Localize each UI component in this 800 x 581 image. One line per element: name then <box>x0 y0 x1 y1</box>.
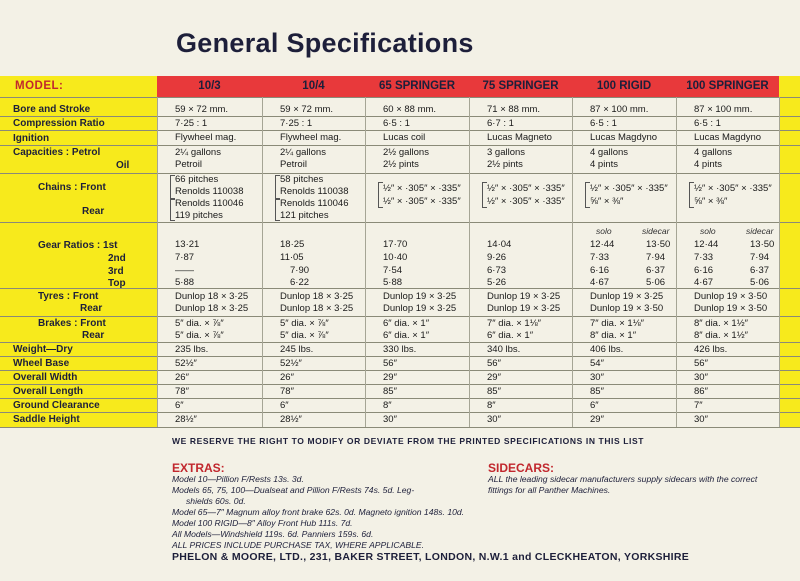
cell-2-brake-rear: 5″ dia. × ⅞″ <box>280 330 329 341</box>
cell-2-brake-front: 5″ dia. × ⅞″ <box>280 318 329 329</box>
cell-5-oil: 4 pints <box>590 159 618 170</box>
cell-3-width: 29″ <box>383 372 397 383</box>
cell-3-tyre-rear: Dunlop 19 × 3·25 <box>383 303 457 314</box>
cell-2-chain-3: Renolds 110046 <box>280 198 349 209</box>
cell-3-tyre-front: Dunlop 19 × 3·25 <box>383 291 457 302</box>
cell-1-chain-2: Renolds 110038 <box>175 186 244 197</box>
cell-5-width: 30″ <box>590 372 604 383</box>
extras-line-2: Models 65, 75, 100—Dualseat and Pillion F/Rests 74s. 5d. Leg- <box>172 485 415 495</box>
cell-4-tyre-front: Dunlop 19 × 3·25 <box>487 291 561 302</box>
label-tyres: Tyres : Front <box>38 291 99 302</box>
col-rule-3 <box>365 97 366 427</box>
cell-1-wheelbase: 52½″ <box>175 358 197 369</box>
label-g2: 2nd <box>108 253 126 264</box>
cell-6-saddle: 30″ <box>694 414 708 425</box>
label-saddle: Saddle Height <box>13 414 80 425</box>
cell-1-g4: 5·88 <box>175 277 195 288</box>
cell-2-clearance: 6″ <box>280 400 289 411</box>
model-header-6: 100 SPRINGER <box>686 80 769 92</box>
extras-line-3: shields 60s. 0d. <box>186 496 246 506</box>
cell-6-g1s: 13·50 <box>750 239 775 250</box>
cell-5-clearance: 6″ <box>590 400 599 411</box>
cell-2-length: 78″ <box>280 386 294 397</box>
label-g4: Top <box>108 278 126 289</box>
cell-3-brake-rear: 6″ dia. × 1″ <box>383 330 430 341</box>
cell-4-brake-rear: 6″ dia. × 1″ <box>487 330 534 341</box>
cell-3-length: 85″ <box>383 386 397 397</box>
cell-2-tyre-front: Dunlop 18 × 3·25 <box>280 291 354 302</box>
cell-5-g1s: 13·50 <box>646 239 671 250</box>
cell-1-g3: —— <box>175 265 194 276</box>
col-rule-6 <box>676 97 677 427</box>
cell-5-g4s: 5·06 <box>646 277 666 288</box>
cell-5-petrol: 4 gallons <box>590 147 629 158</box>
cell-2-g1: 18·25 <box>280 239 305 250</box>
cell-1-length: 78″ <box>175 386 189 397</box>
cell-3-g1: 17·70 <box>383 239 408 250</box>
label-width: Overall Width <box>13 372 78 383</box>
cell-5-bore: 87 × 100 mm. <box>590 104 649 115</box>
cell-5-g2: 7·33 <box>590 252 610 263</box>
sidecar-label-6: sidecar <box>746 226 774 236</box>
cell-3-ignition: Lucas coil <box>383 132 426 143</box>
cell-2-bore: 59 × 72 mm. <box>280 104 334 115</box>
cell-1-compression: 7·25 : 1 <box>175 118 208 129</box>
row-rule-2 <box>0 116 800 117</box>
cell-4-g1: 14·04 <box>487 239 512 250</box>
cell-6-compression: 6·5 : 1 <box>694 118 721 129</box>
cell-6-wheelbase: 56″ <box>694 358 708 369</box>
cell-5-g4: 4·67 <box>590 277 610 288</box>
cell-2-g2: 11·05 <box>280 252 304 263</box>
label-brakes_rear: Rear <box>82 330 105 341</box>
cell-3-bore: 60 × 88 mm. <box>383 104 437 115</box>
cell-3-chain-front: ½″ × ·305″ × ·335″ <box>383 183 461 194</box>
cell-4-ignition: Lucas Magneto <box>487 132 552 143</box>
cell-1-petrol: 2¼ gallons <box>175 147 221 158</box>
cell-2-wheelbase: 52½″ <box>280 358 302 369</box>
cell-3-compression: 6·5 : 1 <box>383 118 410 129</box>
cell-6-brake-front: 8″ dia. × 1½″ <box>694 318 748 329</box>
label-length: Overall Length <box>13 386 84 397</box>
cell-1-oil: Petroil <box>175 159 202 170</box>
cell-6-chain-rear: ⅝″ × ⅜″ <box>694 196 728 207</box>
cell-4-brake-front: 7″ dia. × 1⅛″ <box>487 318 541 329</box>
extras-line-4: Model 65—7″ Magnum alloy front brake 62s. 0d. Magneto ignition 148s. 10d. <box>172 507 465 517</box>
cell-4-tyre-rear: Dunlop 19 × 3·25 <box>487 303 561 314</box>
cell-5-wheelbase: 54″ <box>590 358 604 369</box>
cell-1-tyre-front: Dunlop 18 × 3·25 <box>175 291 249 302</box>
cell-5-saddle: 29″ <box>590 414 604 425</box>
cell-1-ignition: Flywheel mag. <box>175 132 237 143</box>
cell-5-g2s: 7·94 <box>646 252 666 263</box>
cell-6-ignition: Lucas Magdyno <box>694 132 762 143</box>
label-ignition: Ignition <box>13 133 50 144</box>
cell-3-saddle: 30″ <box>383 414 397 425</box>
label-chains: Chains : Front <box>38 182 106 193</box>
cell-1-brake-rear: 5″ dia. × ⅞″ <box>175 330 224 341</box>
cell-3-g4: 5·88 <box>383 277 403 288</box>
cell-1-g1: 13·21 <box>175 239 200 250</box>
model-label: MODEL: <box>15 80 64 92</box>
cell-1-clearance: 6″ <box>175 400 184 411</box>
label-g3: 3rd <box>108 266 124 277</box>
label-capacities: Capacities : Petrol <box>13 147 101 158</box>
cell-5-chain-front: ½″ × ·305″ × ·335″ <box>590 183 668 194</box>
label-tyres_rear: Rear <box>80 303 103 314</box>
label-oil: Oil <box>116 160 130 171</box>
col-rule-5 <box>572 97 573 427</box>
cell-2-ignition: Flywheel mag. <box>280 132 342 143</box>
cell-6-length: 86″ <box>694 386 708 397</box>
cell-2-tyre-rear: Dunlop 18 × 3·25 <box>280 303 354 314</box>
row-rule-3 <box>0 130 800 131</box>
footer-address: PHELON & MOORE, LTD., 231, BAKER STREET, LONDON, N.W.1 and CLECKHEATON, YORKSHIRE <box>172 551 690 563</box>
label-compression: Compression Ratio <box>13 118 105 129</box>
cell-2-chain-1: 58 pitches <box>280 174 324 185</box>
row-rule-13 <box>0 398 800 399</box>
extras-title: EXTRAS: <box>172 461 225 475</box>
cell-3-clearance: 8″ <box>383 400 392 411</box>
row-rule-5 <box>0 173 800 174</box>
cell-2-g4: 6·22 <box>290 277 310 288</box>
cell-5-chain-rear: ⅝″ × ⅜″ <box>590 196 624 207</box>
extras-line-6: All Models—Windshield 119s. 6d. Panniers 159s. 6d. <box>172 529 374 539</box>
cell-1-chain-4: 119 pitches <box>175 210 223 221</box>
cell-3-chain-rear: ½″ × ·305″ × ·335″ <box>383 196 461 207</box>
cell-5-weight: 406 lbs. <box>590 344 624 355</box>
row-rule-4 <box>0 145 800 146</box>
cell-2-petrol: 2¼ gallons <box>280 147 326 158</box>
cell-5-g3: 6·16 <box>590 265 610 276</box>
model-header-4: 75 SPRINGER <box>482 80 559 92</box>
cell-1-bore: 59 × 72 mm. <box>175 104 229 115</box>
solo-label-5: solo <box>596 226 612 236</box>
cell-6-tyre-rear: Dunlop 19 × 3·50 <box>694 303 768 314</box>
cell-5-ignition: Lucas Magdyno <box>590 132 658 143</box>
cell-6-brake-rear: 8″ dia. × 1½″ <box>694 330 748 341</box>
cell-3-g2: 10·40 <box>383 252 408 263</box>
cell-5-g1: 12·44 <box>590 239 615 250</box>
cell-4-g2: 9·26 <box>487 252 507 263</box>
cell-2-compression: 7·25 : 1 <box>280 118 313 129</box>
cell-6-petrol: 4 gallons <box>694 147 733 158</box>
model-header-2: 10/4 <box>302 80 325 92</box>
model-header-5: 100 RIGID <box>596 80 652 92</box>
cell-4-length: 85″ <box>487 386 501 397</box>
label-wheelbase: Wheel Base <box>13 358 70 369</box>
cell-1-weight: 235 lbs. <box>175 344 209 355</box>
row-rule-10 <box>0 356 800 357</box>
cell-6-g4s: 5·06 <box>750 277 770 288</box>
sidecars-line-1: ALL the leading sidecar manufacturers supply sidecars with the correct <box>488 474 758 484</box>
cell-2-oil: Petroil <box>280 159 307 170</box>
label-gear: Gear Ratios : 1st <box>38 240 118 251</box>
cell-6-g2s: 7·94 <box>750 252 770 263</box>
cell-3-petrol: 2½ gallons <box>383 147 429 158</box>
cell-5-length: 85″ <box>590 386 604 397</box>
label-bore: Bore and Stroke <box>13 104 91 115</box>
cell-4-saddle: 30″ <box>487 414 501 425</box>
label-weight: Weight—Dry <box>13 344 73 355</box>
cell-6-width: 30″ <box>694 372 708 383</box>
cell-6-g4: 4·67 <box>694 277 714 288</box>
cell-3-brake-front: 6″ dia. × 1″ <box>383 318 430 329</box>
cell-5-brake-front: 7″ dia. × 1⅛″ <box>590 318 644 329</box>
label-chains_rear: Rear <box>82 206 105 217</box>
col-rule-1 <box>157 97 158 427</box>
sidecars-title: SIDECARS: <box>488 461 555 475</box>
cell-4-bore: 71 × 88 mm. <box>487 104 541 115</box>
header-end-cap <box>779 76 800 97</box>
page-title: General Specifications <box>176 28 474 58</box>
col-rule-4 <box>469 97 470 427</box>
col-rule-7 <box>779 97 780 427</box>
cell-6-chain-front: ½″ × ·305″ × ·335″ <box>694 183 772 194</box>
cell-6-oil: 4 pints <box>694 159 722 170</box>
cell-1-width: 26″ <box>175 372 189 383</box>
cell-1-chain-1: 66 pitches <box>175 174 219 185</box>
cell-4-chain-rear: ½″ × ·305″ × ·335″ <box>487 196 565 207</box>
cell-1-chain-3: Renolds 110046 <box>175 198 244 209</box>
cell-2-width: 26″ <box>280 372 294 383</box>
row-rule-15 <box>0 427 800 428</box>
cell-2-chain-4: 121 pitches <box>280 210 329 221</box>
model-header-3: 65 SPRINGER <box>378 80 456 92</box>
cell-4-g3: 6·73 <box>487 265 507 276</box>
cell-6-g1: 12·44 <box>694 239 719 250</box>
cell-4-g4: 5·26 <box>487 277 507 288</box>
row-rule-9 <box>0 342 800 343</box>
col-rule-2 <box>262 97 263 427</box>
cell-6-bore: 87 × 100 mm. <box>694 104 753 115</box>
label-clearance: Ground Clearance <box>13 400 100 411</box>
cell-5-g3s: 6·37 <box>646 265 666 276</box>
cell-3-wheelbase: 56″ <box>383 358 397 369</box>
cell-3-g3: 7·54 <box>383 265 403 276</box>
cell-4-oil: 2½ pints <box>487 159 523 170</box>
solo-label-6: solo <box>700 226 716 236</box>
extras-line-5: Model 100 RIGID—8″ Alloy Front Hub 111s. 7d. <box>172 518 353 528</box>
sidecar-label-5: sidecar <box>642 226 670 236</box>
cell-6-g3: 6·16 <box>694 265 714 276</box>
cell-4-weight: 340 lbs. <box>487 344 521 355</box>
cell-4-chain-front: ½″ × ·305″ × ·335″ <box>487 183 565 194</box>
row-rule-14 <box>0 412 800 413</box>
cell-2-g3: 7·90 <box>290 265 310 276</box>
sidecars-line-2: fittings for all Panther Machines. <box>488 485 611 495</box>
label-brakes: Brakes : Front <box>38 318 106 329</box>
row-rule-12 <box>0 384 800 385</box>
cell-3-oil: 2½ pints <box>383 159 419 170</box>
row-rule-8 <box>0 316 800 317</box>
cell-4-compression: 6·7 : 1 <box>487 118 514 129</box>
cell-4-wheelbase: 56″ <box>487 358 501 369</box>
cell-4-clearance: 8″ <box>487 400 496 411</box>
cell-1-tyre-rear: Dunlop 18 × 3·25 <box>175 303 249 314</box>
model-header-1: 10/3 <box>198 80 221 92</box>
cell-3-weight: 330 lbs. <box>383 344 417 355</box>
cell-6-g3s: 6·37 <box>750 265 770 276</box>
cell-2-saddle: 28½″ <box>280 414 302 425</box>
cell-6-weight: 426 lbs. <box>694 344 728 355</box>
extras-line-7: ALL PRICES INCLUDE PURCHASE TAX, WHERE APPLICABLE. <box>172 540 424 550</box>
cell-5-compression: 6·5 : 1 <box>590 118 617 129</box>
extras-line-1: Model 10—Pillion F/Rests 13s. 3d. <box>172 474 304 484</box>
reserve-notice: WE RESERVE THE RIGHT TO MODIFY OR DEVIATE FROM THE PRINTED SPECIFICATIONS IN THIS LIST <box>172 436 645 446</box>
cell-4-petrol: 3 gallons <box>487 147 526 158</box>
cell-1-brake-front: 5″ dia. × ⅞″ <box>175 318 224 329</box>
cell-4-width: 29″ <box>487 372 501 383</box>
cell-1-saddle: 28½″ <box>175 414 197 425</box>
cell-2-weight: 245 lbs. <box>280 344 314 355</box>
right-band <box>779 97 800 427</box>
cell-1-g2: 7·87 <box>175 252 195 263</box>
cell-6-g2: 7·33 <box>694 252 714 263</box>
cell-6-tyre-front: Dunlop 19 × 3·50 <box>694 291 768 302</box>
row-rule-1 <box>0 97 800 98</box>
cell-5-brake-rear: 8″ dia. × 1″ <box>590 330 637 341</box>
cell-2-chain-2: Renolds 110038 <box>280 186 349 197</box>
row-rule-11 <box>0 370 800 371</box>
cell-6-clearance: 7″ <box>694 400 703 411</box>
cell-5-tyre-front: Dunlop 19 × 3·25 <box>590 291 664 302</box>
row-rule-6 <box>0 222 800 223</box>
cell-5-tyre-rear: Dunlop 19 × 3·50 <box>590 303 664 314</box>
